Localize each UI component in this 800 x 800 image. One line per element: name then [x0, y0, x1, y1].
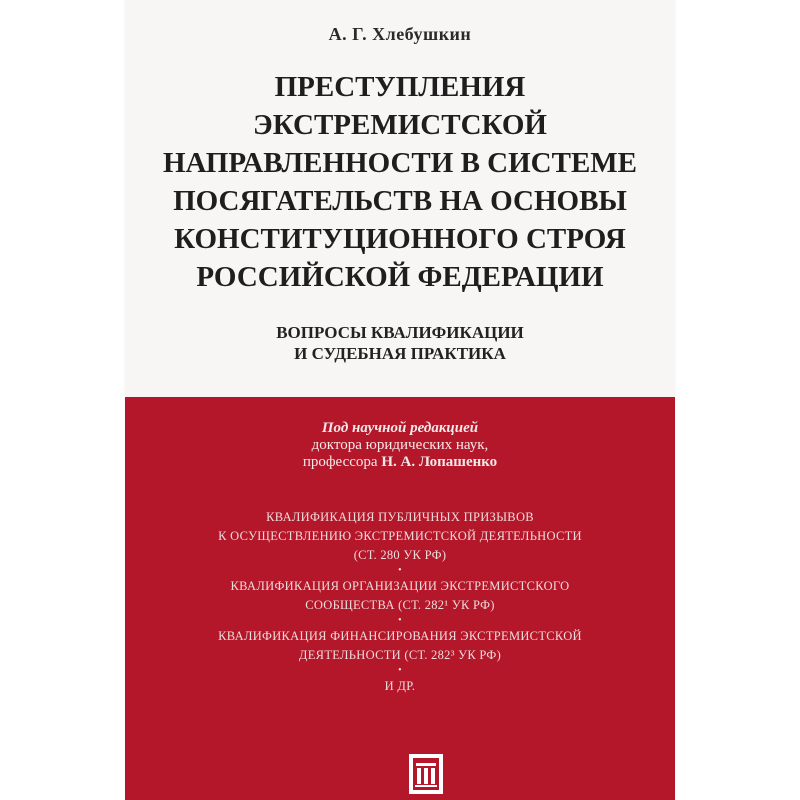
topic-1-line: К ОСУЩЕСТВЛЕНИЮ ЭКСТРЕМИСТСКОЙ ДЕЯТЕЛЬНОСТИ: [218, 529, 582, 543]
editor-rank: профессора: [302, 454, 382, 470]
topic-1-line: (СТ. 280 УК РФ): [353, 548, 447, 562]
publisher-logo-icon: [409, 754, 443, 794]
topic-3-line: ДЕЯТЕЛЬНОСТИ (СТ. 282³ УК РФ): [298, 648, 502, 662]
editor-degree: доктора юридических наук,: [311, 437, 489, 453]
editor-name: Н. А. Лопашенко: [381, 454, 498, 470]
bullet-separator: •: [398, 615, 402, 626]
subtitle-line: ВОПРОСЫ КВАЛИФИКАЦИИ: [276, 323, 524, 342]
bullet-separator: •: [398, 565, 402, 576]
topic-2-line: КВАЛИФИКАЦИЯ ОРГАНИЗАЦИИ ЭКСТРЕМИСТСКОГО: [230, 579, 570, 593]
title-line: ПРЕСТУПЛЕНИЯ: [274, 71, 526, 103]
topics-list: [145, 508, 655, 696]
title-line: НАПРАВЛЕННОСТИ В СИСТЕМЕ: [162, 147, 638, 179]
editor-heading: Под научной редакцией: [321, 420, 479, 436]
topic-2-line: СООБЩЕСТВА (СТ. 282¹ УК РФ): [305, 598, 495, 612]
book-cover: [125, 0, 675, 800]
editor-block: [145, 420, 655, 471]
topic-etc: И ДР.: [384, 679, 416, 693]
topic-1-line: КВАЛИФИКАЦИЯ ПУБЛИЧНЫХ ПРИЗЫВОВ: [266, 510, 534, 524]
topic-3-line: КВАЛИФИКАЦИЯ ФИНАНСИРОВАНИЯ ЭКСТРЕМИСТСКОЙ: [218, 629, 582, 643]
title-line: РОССИЙСКОЙ ФЕДЕРАЦИИ: [196, 261, 604, 293]
book-subtitle: [145, 322, 655, 364]
editor-title-line: [145, 454, 655, 471]
book-title: [145, 68, 655, 296]
author-name: А. Г. Хлебушкин: [328, 24, 472, 44]
title-line: ЭКСТРЕМИСТСКОЙ: [253, 109, 547, 141]
title-line: КОНСТИТУЦИОННОГО СТРОЯ: [174, 223, 626, 255]
title-line: ПОСЯГАТЕЛЬСТВ НА ОСНОВЫ: [173, 185, 627, 217]
bullet-separator: •: [398, 665, 402, 676]
subtitle-line: И СУДЕБНАЯ ПРАКТИКА: [294, 344, 506, 363]
